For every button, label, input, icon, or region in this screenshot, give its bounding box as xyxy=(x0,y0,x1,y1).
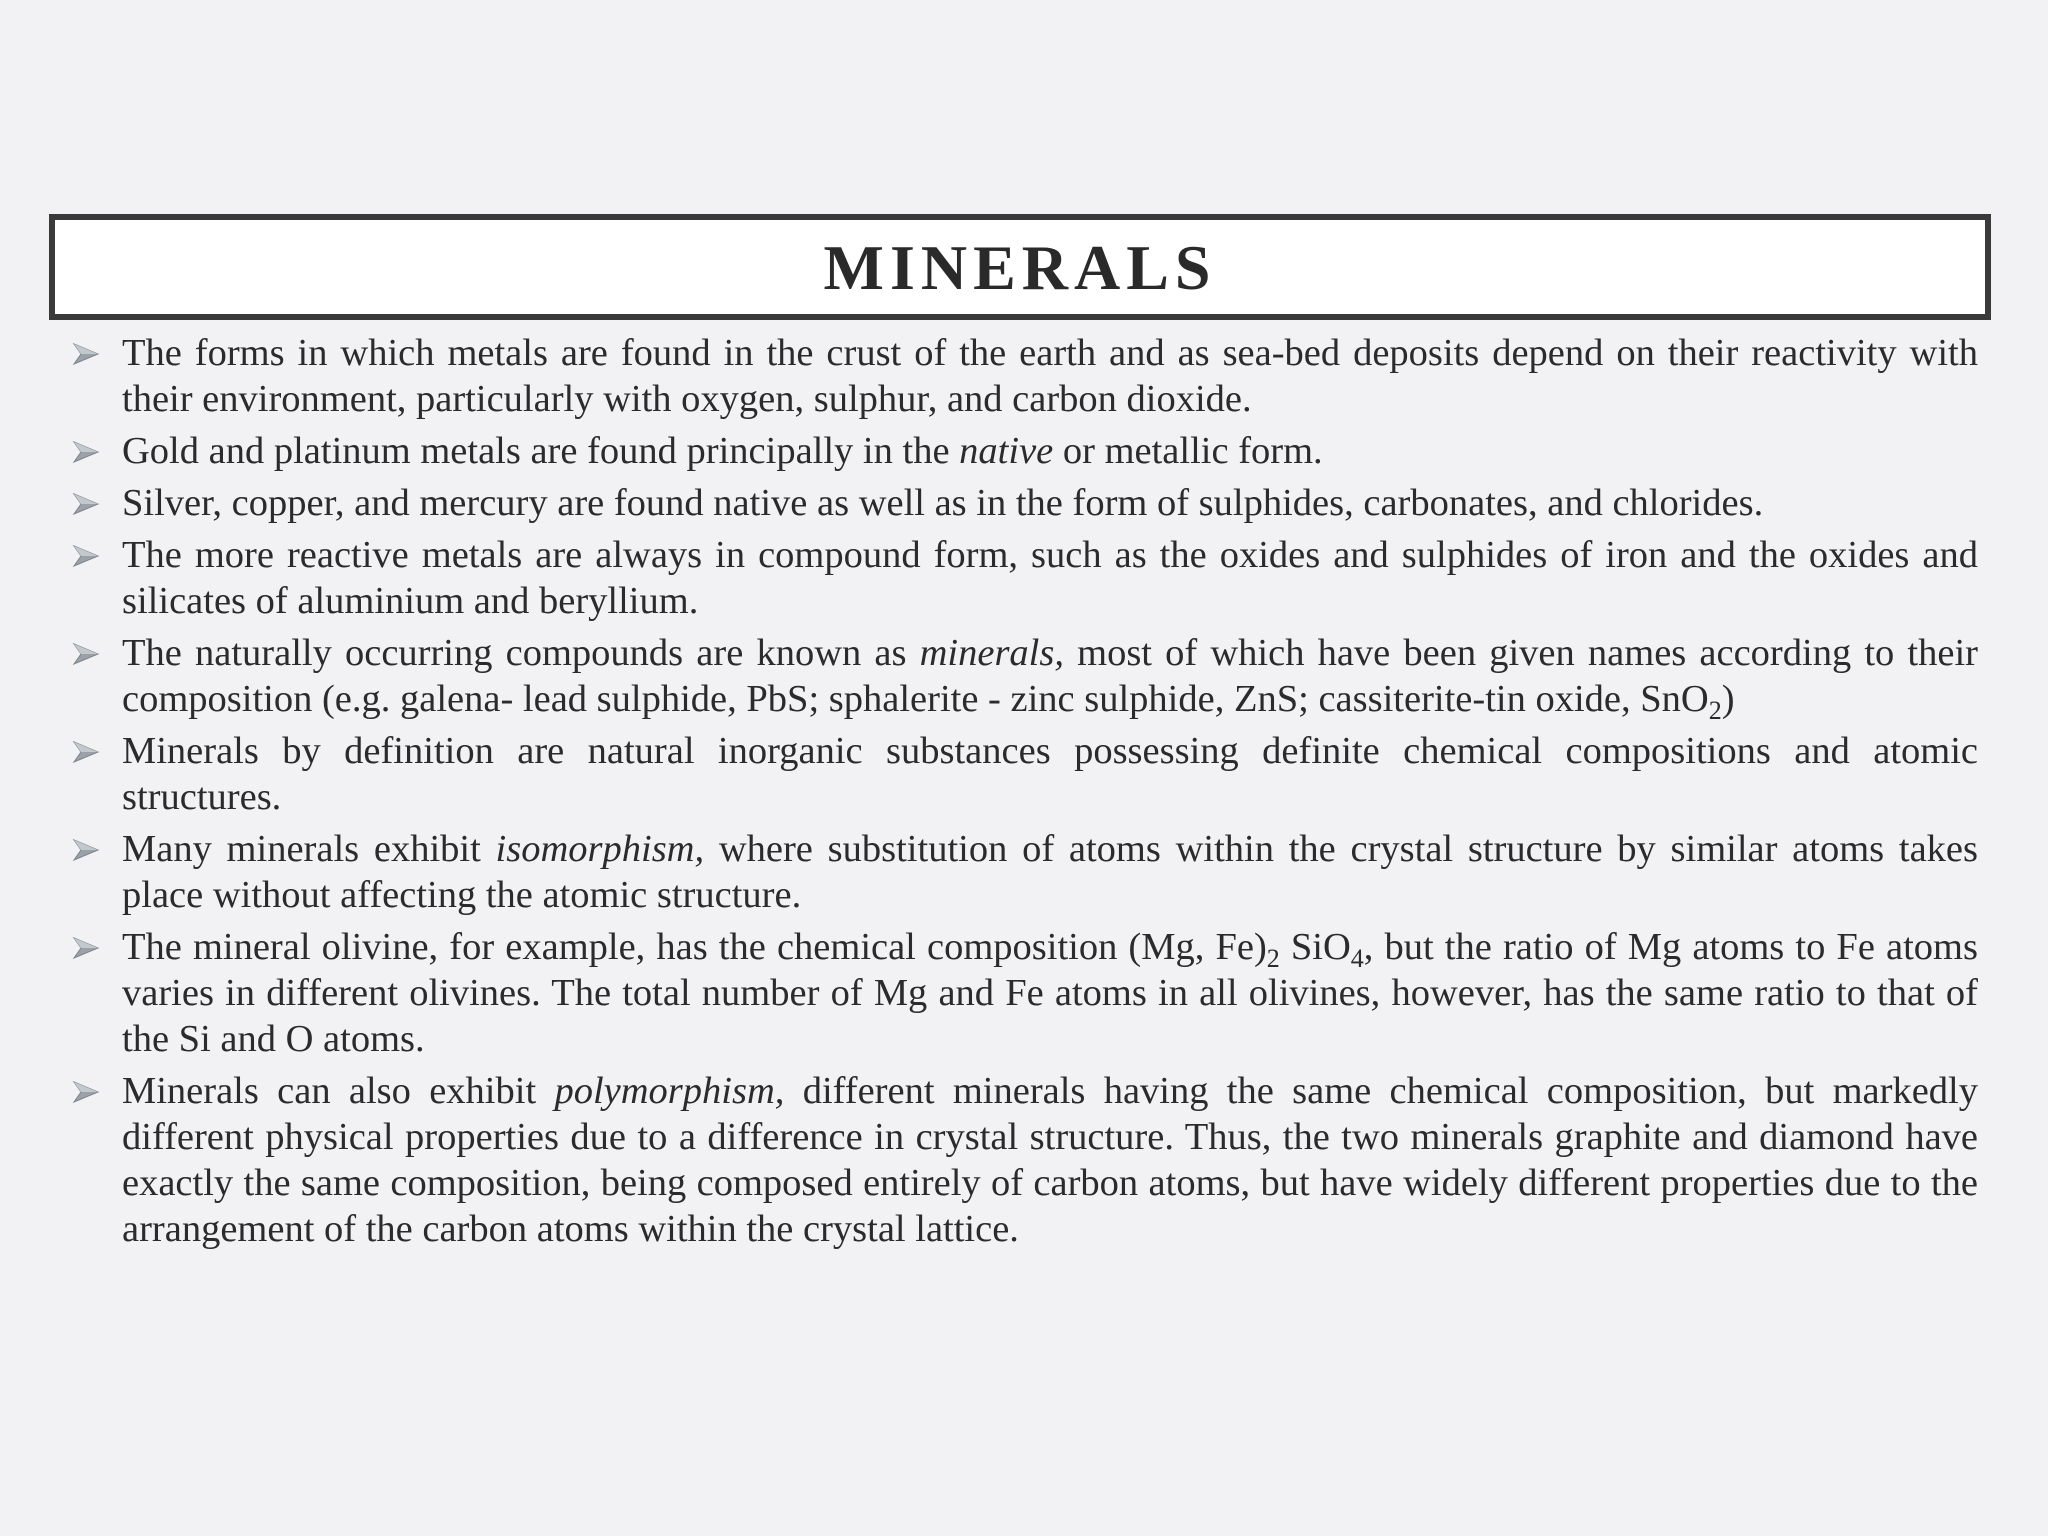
bullet-text xyxy=(122,534,1978,622)
text-segment: SiO xyxy=(1279,926,1351,968)
bullet-item xyxy=(70,924,1978,1062)
subscript: 2 xyxy=(1266,944,1280,973)
text-segment: The forms in which metals are found in the crust of the earth and as sea-bed deposits depend on their reactivity with their environment, particularly with oxygen, sulphur, and carbon dioxide. xyxy=(122,332,1978,420)
italic-term: native xyxy=(959,430,1054,472)
bullet-text xyxy=(122,332,1978,420)
text-segment: Minerals can also exhibit xyxy=(122,1070,555,1112)
bullet-item xyxy=(70,480,1978,526)
text-segment: The naturally occurring compounds are known as xyxy=(122,632,920,674)
arrowhead-bullet-icon xyxy=(72,838,100,862)
bullet-text xyxy=(122,1070,1978,1250)
text-segment: where substitution of atoms within the crystal structure by similar atoms takes place without affecting the atomic structure. xyxy=(122,828,1978,916)
bullet-item xyxy=(70,826,1978,918)
text-segment: , but the ratio of Mg atoms to Fe atoms varies in different olivines. The total number of Mg and Fe atoms in all olivines, however, has the same ratio to that of the Si and O atoms. xyxy=(122,926,1978,1060)
bullet-list xyxy=(70,330,1978,1258)
title-box xyxy=(49,214,1991,320)
arrowhead-bullet-icon xyxy=(72,544,100,568)
text-segment: ) xyxy=(1721,678,1735,720)
text-segment: or metallic form. xyxy=(1053,430,1323,472)
bullet-item xyxy=(70,532,1978,624)
arrowhead-bullet-icon xyxy=(72,342,100,366)
bullet-item xyxy=(70,330,1978,422)
arrowhead-bullet-icon xyxy=(72,936,100,960)
page-title: MINERALS xyxy=(823,232,1217,303)
text-segment: The mineral olivine, for example, has the chemical composition (Mg, Fe) xyxy=(122,926,1267,968)
arrowhead-bullet-icon xyxy=(72,642,100,666)
bullet-text xyxy=(122,430,1323,472)
text-segment: most of which have been given names according to their composition (e.g. galena- lead sulphide, PbS; sphalerite - zinc sulphide, ZnS; cassiterite-tin oxide, SnO xyxy=(122,632,1978,720)
arrowhead-bullet-icon xyxy=(72,492,100,516)
subscript: 2 xyxy=(1708,696,1722,725)
bullet-text xyxy=(122,632,1978,725)
bullet-item xyxy=(70,1068,1978,1252)
arrowhead-bullet-icon xyxy=(72,440,100,464)
bullet-text xyxy=(122,926,1978,1060)
italic-term: polymorphism, xyxy=(554,1070,785,1112)
italic-term: isomorphism, xyxy=(495,828,705,870)
text-segment: Many minerals exhibit xyxy=(122,828,496,870)
bullet-item xyxy=(70,428,1978,474)
bullet-text xyxy=(122,482,1763,524)
bullet-text xyxy=(122,828,1978,916)
arrowhead-bullet-icon xyxy=(72,1080,100,1104)
text-segment: Silver, copper, and mercury are found native as well as in the form of sulphides, carbonates, and chlorides. xyxy=(122,482,1764,524)
bullet-item xyxy=(70,728,1978,820)
bullet-item xyxy=(70,630,1978,725)
text-segment: different minerals having the same chemical composition, but markedly different physical properties due to a difference in crystal structure. Thus, the two minerals graphite and diamond have exactly the same composition, being composed entirely of carbon atoms, but have widely different properties due to the arrangement of the carbon atoms within the crystal lattice. xyxy=(122,1070,1978,1250)
text-segment: The more reactive metals are always in compound form, such as the oxides and sulphides of iron and the oxides and silicates of aluminium and beryllium. xyxy=(122,534,1978,622)
italic-term: minerals, xyxy=(919,632,1064,674)
text-segment: Gold and platinum metals are found principally in the xyxy=(122,430,960,472)
text-segment: Minerals by definition are natural inorganic substances possessing definite chemical compositions and atomic structures. xyxy=(122,730,1978,818)
arrowhead-bullet-icon xyxy=(72,740,100,764)
bullet-text xyxy=(122,730,1978,818)
subscript: 4 xyxy=(1350,944,1364,973)
